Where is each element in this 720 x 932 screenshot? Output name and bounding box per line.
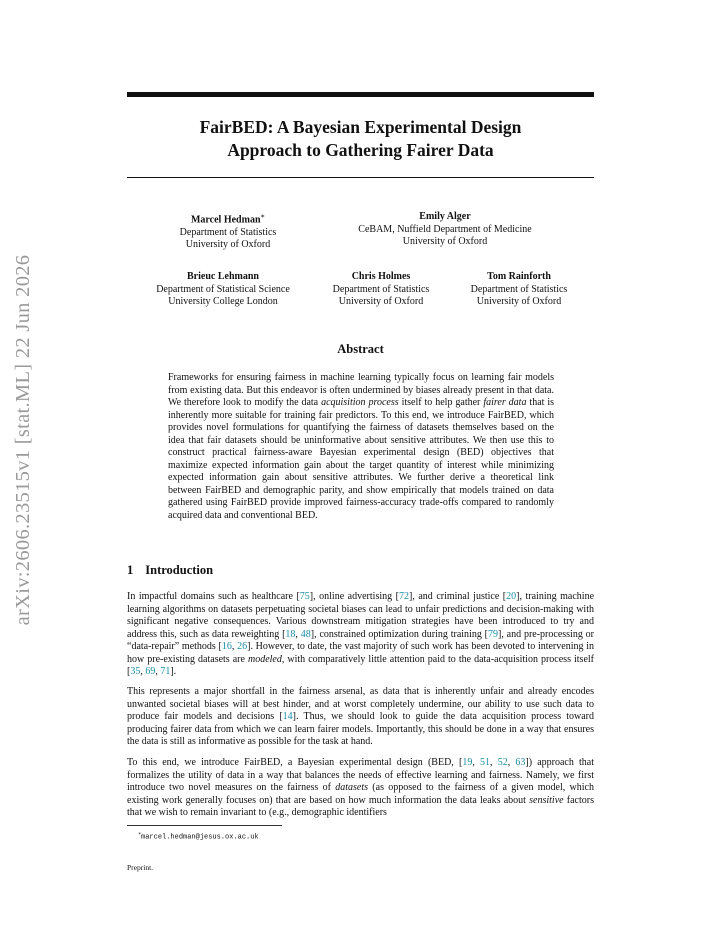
citation-link[interactable]: 71 — [160, 666, 171, 677]
author-block — [456, 271, 582, 309]
author-department: Department of Statistics — [332, 283, 430, 295]
title-bottom-rule — [127, 177, 594, 178]
footnote-rule — [127, 825, 282, 826]
author-name: Marcel Hedman∗ — [190, 213, 266, 226]
citation-link[interactable]: 26 — [237, 641, 248, 652]
author-affiliation: University of Oxford — [338, 296, 424, 307]
footnote — [138, 831, 259, 841]
body-paragraph: This represents a major shortfall in the fairness arsenal, as data that is inherently unfair and already encodes unwanted societal biases will at best hinder, and at worst completely undermine, our ability to use such data to produce fair models and decisions [14]. Thus, we should look to guide the data acquisition process toward producing fairer data from which we can learn fairer models. Importantly, this should be done in a way that ensures the data is still as informative as possible for the task at hand. — [127, 686, 594, 747]
author-name: Chris Holmes — [351, 271, 411, 282]
author-affiliation: University of Oxford — [185, 239, 271, 251]
author-department: Department of Statistics — [470, 283, 568, 295]
section-number: 1 — [127, 563, 134, 577]
title-line-1: FairBED: A Bayesian Experimental Design — [199, 117, 522, 137]
body-paragraph: In impactful domains such as healthcare [75], online advertising [72], and criminal justice [20], training machine learning algorithms on datasets perpetuating societal biases can lead to unfair predictions and decision-making with significant negative consequences. Various downstream mitigation strategies have been introduced to try and address this, such as data reweighting [18, 48], constrained optimization during training [79], and pre-processing or “data-repair” methods [16, 26]. However, to date, the vast majority of such work has been devoted to intervening in how pre-existing datasets are modeled, with comparatively little attention paid to the data-acquisition process itself [35, 69, 71]. — [127, 591, 595, 677]
citation-link[interactable]: 14 — [282, 711, 293, 722]
citation-link[interactable]: 16 — [221, 641, 232, 652]
section-title: Introduction — [145, 563, 214, 577]
author-name: Brieuc Lehmann — [187, 271, 259, 282]
citation-link[interactable]: 63 — [515, 757, 526, 768]
footnote-mark: ∗ — [138, 831, 142, 837]
citation-link[interactable]: 20 — [506, 591, 517, 602]
author-block — [138, 271, 308, 309]
author-affiliation: University of Oxford — [476, 296, 562, 307]
paper-title — [127, 116, 594, 162]
author-name: Emily Alger — [419, 211, 471, 222]
body-paragraph: To this end, we introduce FairBED, a Bayesian experimental design (BED, [19, 51, 52, 63]) approach that formalizes the utility of data in a way that balances the needs of effective learning and fairness. Namely, we first introduce two novel measures on the fairness of datasets (as opposed to the fairness of a given model, which existing work generally focuses on) that are based on how much information the data leaks about sensitive factors that we wish to remain invariant to (e.g., demographic identifiers — [127, 757, 595, 818]
author-email: marcel.hedman@jesus.ox.ac.uk — [141, 833, 259, 842]
arxiv-identifier: arXiv:2606.23515v1 [stat.ML] 22 Jun 2026 — [12, 254, 34, 626]
author-affiliation: University of Oxford — [402, 236, 488, 247]
citation-link[interactable]: 52 — [497, 757, 508, 768]
citation-link[interactable]: 75 — [299, 591, 310, 602]
author-block — [330, 211, 560, 249]
author-block — [148, 211, 308, 252]
author-block — [318, 271, 444, 309]
author-department: Department of Statistical Science — [156, 283, 290, 295]
preprint-label: Preprint. — [127, 863, 154, 872]
citation-link[interactable]: 79 — [488, 628, 498, 640]
citation-link[interactable]: 51 — [480, 757, 490, 768]
abstract-heading: Abstract — [337, 342, 384, 356]
section-heading — [127, 563, 213, 578]
citation-link[interactable]: 18 — [285, 628, 296, 640]
citation-link[interactable]: 35 — [130, 666, 141, 677]
citation-link[interactable]: 48 — [300, 628, 311, 640]
author-department: Department of Statistics — [179, 226, 277, 238]
author-name: Tom Rainforth — [487, 271, 551, 282]
citation-link[interactable]: 69 — [145, 666, 156, 677]
title-top-rule — [127, 92, 594, 97]
title-line-2: Approach to Gathering Fairer Data — [227, 140, 494, 160]
author-department: CeBAM, Nuffield Department of Medicine — [358, 223, 532, 235]
citation-link[interactable]: 19 — [462, 757, 473, 768]
abstract-text: Frameworks for ensuring fairness in machine learning typically focus on learning fair models from existing data. But this endeavor is often undermined by biases already present in that data. We therefore look to modify the data acquisition process itself to help gather fairer data that is inherently more suitable for training fair predictors. To this end, we introduce FairBED, which provides novel formulations for quantifying the fairness of datasets themselves based on the idea that fair datasets should be uninformative about sensitive attributes. We then use this to construct practical fairness-aware Bayesian experimental design (BED) objectives that maximize expected information gain about the target quantity of interest while minimizing expected information gain about sensitive attributes. We further derive a theoretical link between FairBED and demographic parity, and show empirically that models trained on data gathered using FairBED provide improved fairness-accuracy trade-offs compared to randomly acquired data and conventional BED. — [168, 372, 555, 521]
footnote-mark: ∗ — [260, 213, 266, 220]
citation-link[interactable]: 72 — [398, 591, 409, 602]
author-affiliation: University College London — [168, 296, 278, 307]
